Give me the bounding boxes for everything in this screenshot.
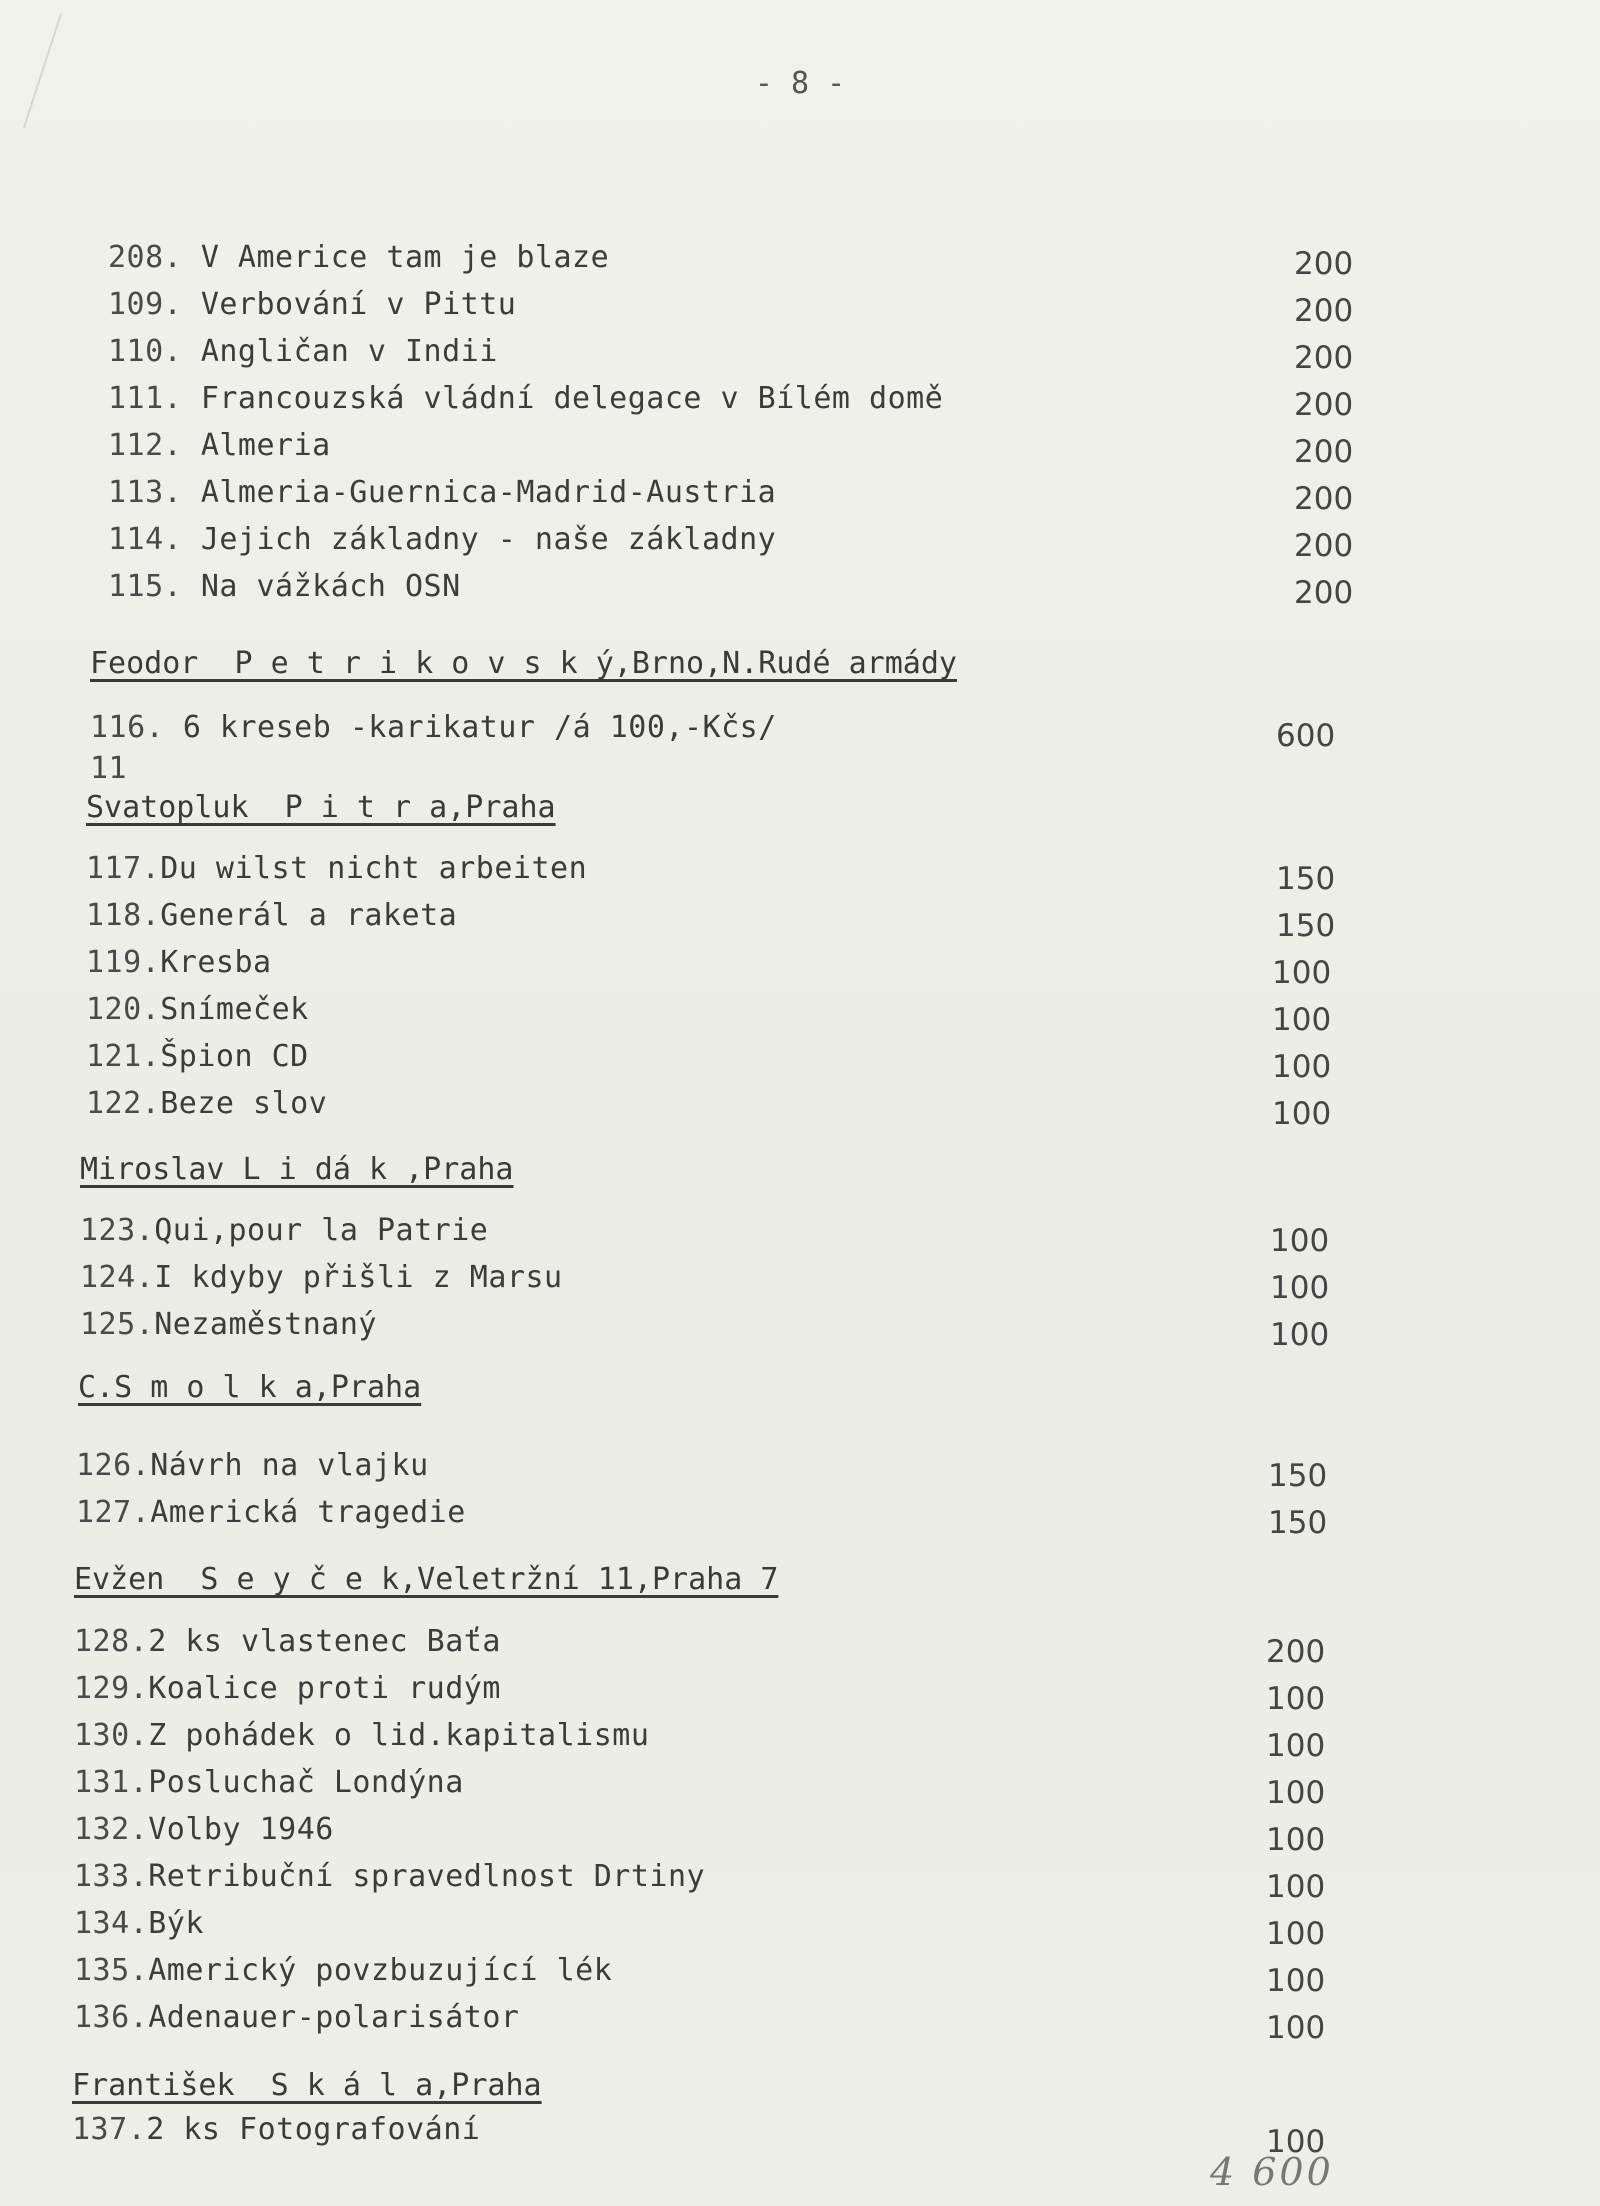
section-heading: Evžen S e y č e k,Veletržní 11,Praha 7 bbox=[74, 1562, 779, 1597]
item-price: 100 bbox=[1272, 955, 1332, 991]
item-price: 100 bbox=[1270, 1223, 1330, 1259]
list-item: 115. Na vážkách OSN bbox=[108, 569, 461, 604]
section-heading: C.S m o l k a,Praha bbox=[78, 1370, 422, 1405]
item-price: 100 bbox=[1266, 1775, 1326, 1811]
list-item: 109. Verbování v Pittu bbox=[108, 287, 517, 322]
item-price: 200 bbox=[1294, 481, 1354, 517]
list-item: 137.2 ks Fotografování bbox=[72, 2112, 481, 2147]
page-number: - 8 - bbox=[754, 66, 846, 101]
list-item: 121.Špion CD bbox=[86, 1039, 309, 1074]
item-price: 100 bbox=[1266, 1822, 1326, 1858]
item-price: 100 bbox=[1266, 2124, 1326, 2160]
section-heading: František S k á l a,Praha bbox=[72, 2068, 542, 2103]
list-item: 119.Kresba bbox=[86, 945, 272, 980]
item-price: 200 bbox=[1294, 387, 1354, 423]
section-heading: Miroslav L i dá k ,Praha bbox=[80, 1152, 514, 1187]
section-heading: Svatopluk P i t r a,Praha bbox=[86, 790, 556, 825]
list-item: 129.Koalice proti rudým bbox=[74, 1671, 501, 1706]
list-item: 135.Americký povzbuzující lék bbox=[74, 1953, 613, 1988]
item-price: 100 bbox=[1266, 1681, 1326, 1717]
list-item: 112. Almeria bbox=[108, 428, 331, 463]
item-price: 100 bbox=[1272, 1096, 1332, 1132]
list-item: 125.Nezaměstnaný bbox=[80, 1307, 377, 1342]
list-item: 136.Adenauer-polarisátor bbox=[74, 2000, 520, 2035]
list-item: 133.Retribuční spravedlnost Drtiny bbox=[74, 1859, 706, 1894]
item-price: 100 bbox=[1266, 1963, 1326, 1999]
list-item: 116. 6 kreseb -karikatur /á 100,-Kčs/ bbox=[90, 710, 777, 745]
item-price: 100 bbox=[1272, 1002, 1332, 1038]
item-price: 200 bbox=[1266, 1634, 1326, 1670]
list-item: 130.Z pohádek o lid.kapitalismu bbox=[74, 1718, 650, 1753]
item-price: 200 bbox=[1294, 340, 1354, 376]
list-item: 123.Qui,pour la Patrie bbox=[80, 1213, 489, 1248]
item-price: 100 bbox=[1270, 1270, 1330, 1306]
list-item: 132.Volby 1946 bbox=[74, 1812, 334, 1847]
item-price: 100 bbox=[1272, 1049, 1332, 1085]
item-price: 100 bbox=[1266, 1728, 1326, 1764]
list-item: 111. Francouzská vládní delegace v Bílém domě bbox=[108, 381, 944, 416]
item-note: 11 bbox=[90, 751, 128, 786]
list-item: 113. Almeria-Guernica-Madrid-Austria bbox=[108, 475, 777, 510]
item-price: 100 bbox=[1266, 1869, 1326, 1905]
item-price: 600 bbox=[1276, 718, 1336, 754]
item-price: 200 bbox=[1294, 434, 1354, 470]
item-price: 100 bbox=[1266, 1916, 1326, 1952]
list-item: 126.Návrh na vlajku bbox=[76, 1448, 429, 1483]
item-price: 150 bbox=[1268, 1458, 1328, 1494]
handwritten-total: 4 600 bbox=[1210, 2150, 1334, 2194]
list-item: 114. Jejich základny - naše základny bbox=[108, 522, 777, 557]
item-price: 100 bbox=[1266, 2010, 1326, 2046]
list-item: 117.Du wilst nicht arbeiten bbox=[86, 851, 588, 886]
list-item: 120.Snímeček bbox=[86, 992, 309, 1027]
item-price: 150 bbox=[1276, 908, 1336, 944]
list-item: 122.Beze slov bbox=[86, 1086, 328, 1121]
section-heading: Feodor P e t r i k o v s k ý,Brno,N.Rudé armády bbox=[90, 646, 957, 681]
item-price: 150 bbox=[1268, 1505, 1328, 1541]
item-price: 100 bbox=[1270, 1317, 1330, 1353]
list-item: 134.Býk bbox=[74, 1906, 204, 1941]
list-item: 208. V Americe tam je blaze bbox=[108, 240, 610, 275]
list-item: 110. Angličan v Indii bbox=[108, 334, 498, 369]
list-item: 124.I kdyby přišli z Marsu bbox=[80, 1260, 563, 1295]
item-price: 200 bbox=[1294, 246, 1354, 282]
item-price: 200 bbox=[1294, 293, 1354, 329]
item-price: 200 bbox=[1294, 575, 1354, 611]
list-item: 127.Americká tragedie bbox=[76, 1495, 466, 1530]
item-price: 200 bbox=[1294, 528, 1354, 564]
list-item: 118.Generál a raketa bbox=[86, 898, 458, 933]
list-item: 128.2 ks vlastenec Baťa bbox=[74, 1624, 501, 1659]
list-item: 131.Posluchač Londýna bbox=[74, 1765, 464, 1800]
item-price: 150 bbox=[1276, 861, 1336, 897]
